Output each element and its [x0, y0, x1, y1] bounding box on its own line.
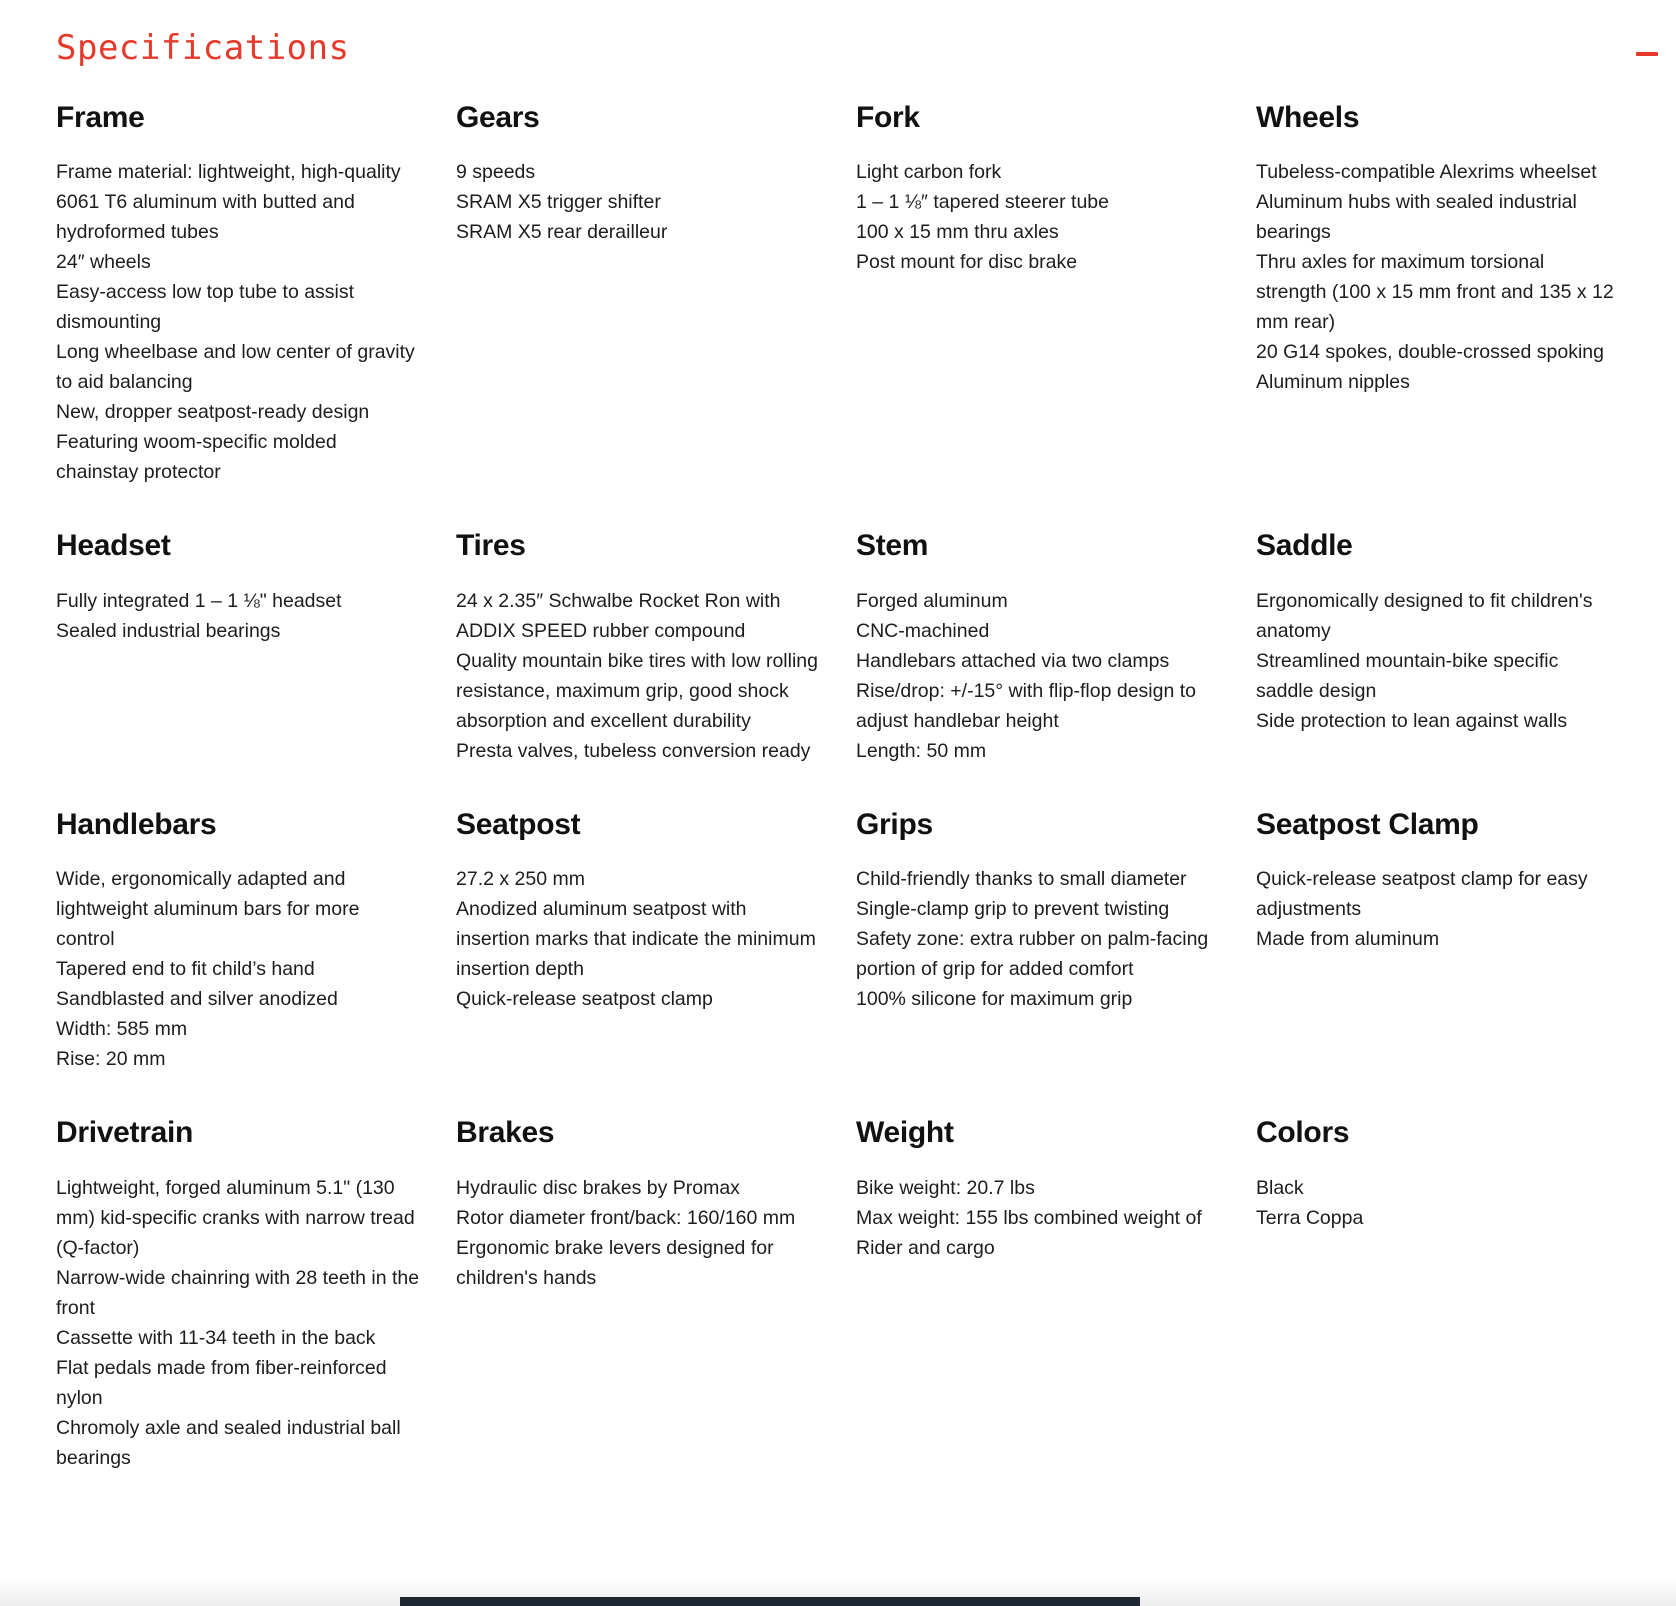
spec-item: SRAM X5 trigger shifter — [456, 191, 661, 214]
spec-item: Aluminum nipples — [1256, 371, 1410, 394]
spec-section-grips — [856, 808, 1220, 1015]
spec-section-saddle — [1256, 529, 1620, 736]
spec-item: Featuring woom-specific molded chainstay protector — [56, 431, 337, 484]
spec-item: 24 x 2.35″ Schwalbe Rocket Ron with ADDIX SPEED rubber compound — [456, 589, 781, 642]
spec-item: Light carbon fork — [856, 161, 1002, 184]
spec-item: 100 x 15 mm thru axles — [856, 221, 1059, 244]
section-title: Headset — [56, 529, 171, 563]
spec-section-headset — [56, 529, 420, 646]
spec-item: Quick-release seatpost clamp — [456, 988, 713, 1011]
spec-item: Side protection to lean against walls — [1256, 709, 1568, 732]
section-title: Colors — [1256, 1116, 1350, 1150]
spec-item: Quick-release seatpost clamp for easy adjustments — [1256, 868, 1588, 921]
spec-section-weight — [856, 1116, 1220, 1263]
spec-item: Tapered end to fit child’s hand — [56, 958, 315, 981]
spec-item: Lightweight, forged aluminum 5.1" (130 mm) kid-specific cranks with narrow tread (Q-factor) — [56, 1176, 415, 1259]
spec-item: Black — [1256, 1176, 1304, 1199]
spec-section-colors — [1256, 1116, 1620, 1233]
section-title: Wheels — [1256, 100, 1360, 134]
specifications-header[interactable] — [56, 28, 1620, 69]
spec-section-seatpost — [456, 808, 820, 1015]
spec-item: SRAM X5 rear derailleur — [456, 221, 668, 244]
spec-item: Forged aluminum — [856, 589, 1008, 612]
spec-item: Sealed industrial bearings — [56, 619, 281, 642]
spec-item: Ergonomic brake levers designed for children's hands — [456, 1236, 774, 1289]
spec-item: Thru axles for maximum torsional strength (100 x 15 mm front and 135 x 12 mm rear) — [1256, 251, 1614, 334]
spec-item: Sandblasted and silver anodized — [56, 988, 338, 1011]
spec-item: 100% silicone for maximum grip — [856, 988, 1133, 1011]
spec-item: Anodized aluminum seatpost with insertion marks that indicate the minimum insertion depth — [456, 898, 816, 981]
spec-item: Child-friendly thanks to small diameter — [856, 868, 1187, 891]
spec-item: Made from aluminum — [1256, 928, 1440, 951]
spec-item: 24″ wheels — [56, 251, 151, 274]
spec-grid — [56, 101, 1620, 1473]
page-title: Specifications — [56, 28, 350, 68]
section-title: Grips — [856, 807, 933, 841]
spec-item: Easy-access low top tube to assist dismounting — [56, 281, 355, 334]
collapse-section-button[interactable] — [1636, 42, 1658, 66]
spec-item: 27.2 x 250 mm — [456, 868, 585, 891]
spec-item: Long wheelbase and low center of gravity to aid balancing — [56, 341, 415, 394]
spec-item: Single-clamp grip to prevent twisting — [856, 898, 1170, 921]
spec-section-gears — [456, 101, 820, 248]
spec-item: Length: 50 mm — [856, 739, 987, 762]
section-title: Handlebars — [56, 807, 217, 841]
spec-section-wheels — [1256, 101, 1620, 398]
section-title: Stem — [856, 529, 929, 563]
spec-item: Streamlined mountain-bike specific saddle design — [1256, 649, 1559, 702]
spec-section-stem — [856, 529, 1220, 766]
section-title: Tires — [456, 529, 526, 563]
spec-item: Handlebars attached via two clamps — [856, 649, 1170, 672]
spec-item: Terra Coppa — [1256, 1206, 1364, 1229]
spec-item: Rotor diameter front/back: 160/160 mm — [456, 1206, 796, 1229]
section-title: Gears — [456, 100, 540, 134]
spec-item: 20 G14 spokes, double-crossed spoking — [1256, 341, 1604, 364]
spec-item: Aluminum hubs with sealed industrial bearings — [1256, 191, 1577, 244]
bottom-partial-bar — [400, 1597, 1140, 1606]
spec-item: Max weight: 155 lbs combined weight of Rider and cargo — [856, 1206, 1202, 1259]
spec-item: Rise: 20 mm — [56, 1048, 166, 1071]
section-title: Saddle — [1256, 529, 1353, 563]
spec-section-frame — [56, 101, 420, 488]
section-title: Fork — [856, 100, 920, 134]
section-title: Brakes — [456, 1116, 555, 1150]
minus-icon — [1636, 52, 1658, 56]
spec-item: CNC-machined — [856, 619, 990, 642]
section-title: Frame — [56, 100, 145, 134]
section-title: Seatpost Clamp — [1256, 807, 1479, 841]
section-title: Drivetrain — [56, 1116, 194, 1150]
spec-item: Quality mountain bike tires with low rolling resistance, maximum grip, good shock absorption and excellent durability — [456, 649, 818, 732]
spec-item: Post mount for disc brake — [856, 251, 1078, 274]
spec-item: Bike weight: 20.7 lbs — [856, 1176, 1035, 1199]
spec-section-brakes — [456, 1116, 820, 1293]
spec-item: Rise/drop: +/-15° with flip-flop design to adjust handlebar height — [856, 679, 1197, 732]
section-title: Weight — [856, 1116, 954, 1150]
spec-item: New, dropper seatpost-ready design — [56, 401, 370, 424]
spec-item: Tubeless-compatible Alexrims wheelset — [1256, 161, 1597, 184]
spec-item: Width: 585 mm — [56, 1018, 188, 1041]
spec-item: Ergonomically designed to fit children's anatomy — [1256, 589, 1593, 642]
spec-item: Flat pedals made from fiber-reinforced nylon — [56, 1356, 387, 1409]
spec-item: Fully integrated 1 – 1 ⅛" headset — [56, 589, 342, 612]
spec-item: Presta valves, tubeless conversion ready — [456, 739, 811, 762]
spec-item: Hydraulic disc brakes by Promax — [456, 1176, 740, 1199]
spec-section-fork — [856, 101, 1220, 278]
spec-item: Chromoly axle and sealed industrial ball bearings — [56, 1416, 401, 1469]
spec-item: Cassette with 11-34 teeth in the back — [56, 1326, 376, 1349]
spec-item: Frame material: lightweight, high-quality 6061 T6 aluminum with butted and hydroformed tubes — [56, 161, 401, 244]
spec-item: Narrow-wide chainring with 28 teeth in the front — [56, 1266, 420, 1319]
spec-item: 9 speeds — [456, 161, 536, 184]
spec-item: 1 – 1 ⅛″ tapered steerer tube — [856, 191, 1109, 214]
spec-item: Safety zone: extra rubber on palm-facing portion of grip for added comfort — [856, 928, 1209, 981]
spec-section-handlebars — [56, 808, 420, 1075]
spec-item: Wide, ergonomically adapted and lightweight aluminum bars for more control — [56, 868, 360, 951]
section-title: Seatpost — [456, 807, 581, 841]
spec-section-seatpost-clamp — [1256, 808, 1620, 955]
spec-section-tires — [456, 529, 820, 766]
spec-section-drivetrain — [56, 1116, 420, 1473]
